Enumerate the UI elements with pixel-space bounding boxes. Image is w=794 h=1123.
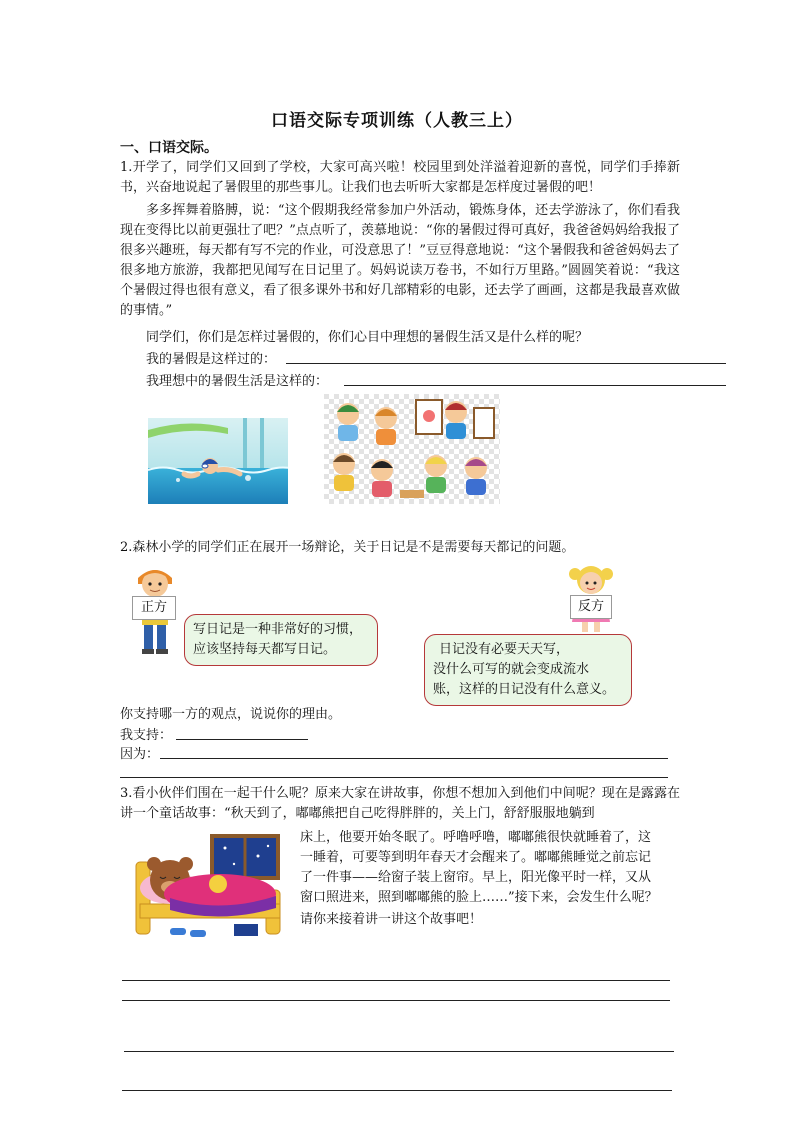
q3-line-1: 床上，他要开始冬眠了。呼噜呼噜，嘟嘟熊很快就睡着了，这: [300, 830, 652, 845]
pro-argument-line-1: 写日记是一种非常好的习惯，: [193, 622, 363, 637]
sleeping-bear-illustration: [130, 832, 290, 944]
q2-support-label: 我支持：: [120, 728, 173, 743]
con-speech-bubble: [424, 634, 632, 706]
con-sign: 反方: [570, 595, 612, 619]
q1-answer-line-1[interactable]: [286, 363, 726, 364]
q3-answer-line-4[interactable]: [122, 1090, 672, 1091]
pro-speech-bubble: [184, 614, 378, 666]
con-argument-line-2: 没什么可写的就会变成流水: [433, 662, 590, 677]
q3-line-4: 窗口照进来，照到嘟嘟熊的脸上……”接下来，会发生什么呢？: [300, 890, 658, 905]
q1-intro: 1.开学了，同学们又回到了学校，大家可高兴啦！校园里到处洋溢着迎新的喜悦，同学们手捧新书，兴奋地说起了暑假里的那些事儿。让我们也去听听大家都是怎样度过暑假的吧！: [120, 160, 680, 195]
q1-blank1-label: 我的暑假是这样过的：: [146, 352, 277, 367]
q3-answer-line-1[interactable]: [122, 980, 670, 981]
section-heading: 一、口语交际。: [120, 140, 218, 156]
q2-intro: 2.森林小学的同学们正在展开一场辩论，关于日记是不是需要每天都记的问题。: [120, 540, 575, 555]
q2-reason-line-1[interactable]: [160, 758, 668, 759]
q1-story: 多多挥舞着胳膊，说：“这个假期我经常参加户外活动，锻炼身体，还去学游泳了，你们看我现在变得比以前更强壮了吧？”点点听了，羡慕地说：“你的暑假过得可真好，我爸爸妈妈给我报了很多兴趣班，每天都有写不完的作业，可没意思了！”豆豆得意地说：“这个暑假我和爸爸妈妈去了很多地方旅游，我都把见闻写在日记里了。妈妈说读万卷书，不如行万里路。”圆圆笑着说：“我这个暑假过得也很有意义，看了很多课外书和好几部精彩的电影，还去学了画画，这都是我最喜欢做的事情。”: [120, 203, 680, 318]
q1-question: 同学们，你们是怎样过暑假的，你们心目中理想的暑假生活又是什么样的呢？: [146, 330, 589, 345]
q2-support-line[interactable]: [176, 739, 308, 740]
swimming-boy-illustration: [148, 418, 288, 504]
pro-argument-line-2: 应该坚持每天都写日记。: [193, 642, 337, 657]
kids-activities-illustration: [324, 394, 500, 504]
q3-line-3: 了一件事——给窗子装上窗帘。早上，阳光像平时一样，又从: [300, 870, 652, 885]
q3-line-5: 请你来接着讲一讲这个故事吧！: [300, 912, 483, 927]
q3-answer-line-2[interactable]: [122, 1000, 670, 1001]
q2-reason-label: 因为：: [120, 747, 160, 762]
pro-sign: 正方: [132, 596, 176, 620]
q3-intro: 3.看小伙伴们围在一起干什么呢？原来大家在讲故事，你想不想加入到他们中间呢？现在是露露在讲一个童话故事：“秋天到了，嘟嘟熊把自己吃得胖胖的，关上门，舒舒服服地躺到: [120, 786, 680, 821]
q1-answer-line-2[interactable]: [344, 385, 726, 386]
q1-blank2-label: 我理想中的暑假生活是这样的：: [146, 374, 329, 389]
page-title: 口语交际专项训练（人教三上）: [271, 111, 523, 131]
q2-reason-line-2[interactable]: [120, 777, 668, 778]
q3-answer-line-3[interactable]: [124, 1051, 674, 1052]
con-argument-line-3: 账，这样的日记没有什么意义。: [433, 682, 616, 697]
con-argument-line-1: 日记没有必要天天写，: [439, 642, 570, 657]
q2-ask: 你支持哪一方的观点，说说你的理由。: [120, 707, 342, 722]
q3-line-2: 一睡着，可要等到明年春天才会醒来了。嘟嘟熊睡觉之前忘记: [300, 850, 652, 865]
